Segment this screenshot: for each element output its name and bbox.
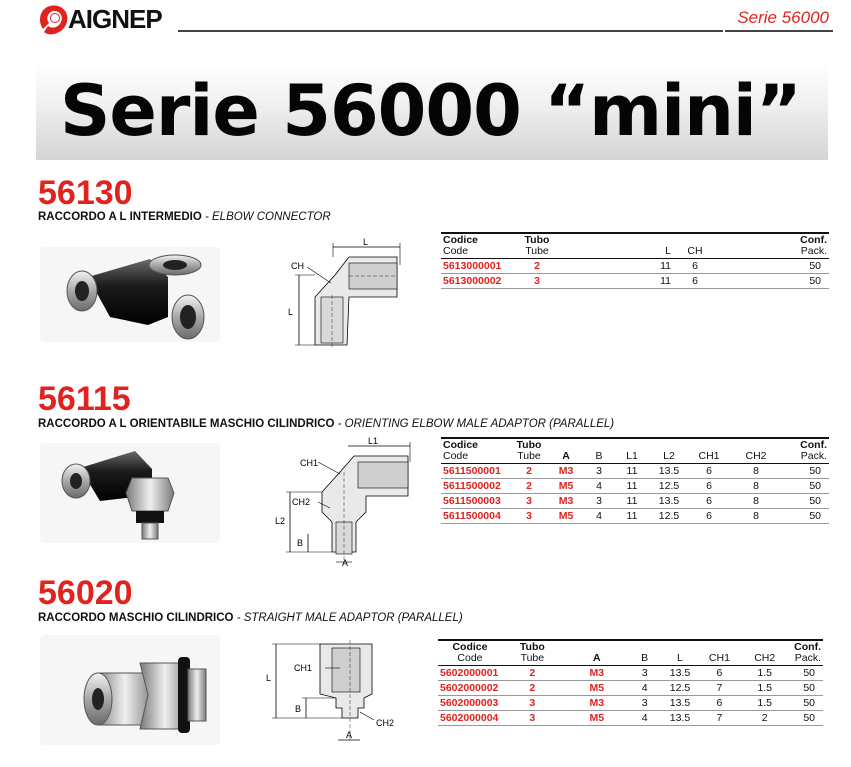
dim-label: CH1 (300, 458, 319, 468)
table-cell: 6 (689, 494, 729, 509)
dim-label: L2 (275, 516, 286, 526)
product-code-cell: 5611500002 (441, 479, 509, 494)
table-cell: M5 (563, 711, 631, 726)
table-cell: 8 (729, 494, 783, 509)
table-row (438, 681, 823, 696)
table-cell: 3 (583, 464, 615, 479)
dim-label: CH (291, 261, 304, 271)
description-english: - STRAIGHT MALE ADAPTOR (PARALLEL) (233, 612, 463, 624)
table-cell: 12.5 (649, 509, 689, 524)
dim-label: CH2 (292, 497, 311, 507)
table-cell: 50 (783, 464, 829, 479)
column-header: CH2 (737, 640, 792, 666)
logo-emblem-icon (34, 2, 72, 38)
table-cell: 1.5 (737, 666, 792, 681)
dim-label: A (346, 730, 353, 740)
table-cell: 4 (583, 509, 615, 524)
table-cell: 1.5 (737, 681, 792, 696)
product-code-cell: 5602000001 (438, 666, 502, 681)
table-cell: 12.5 (658, 681, 701, 696)
dim-label: L (266, 673, 272, 683)
column-header: Codice Code (438, 640, 502, 666)
table-cell: 13.5 (649, 464, 689, 479)
section-description (38, 612, 463, 624)
column-header: Tubo Tube (509, 438, 549, 464)
dim-label: A (342, 558, 349, 567)
orienting-elbow-photo (40, 443, 220, 543)
orienting-elbow-drawing (270, 432, 420, 567)
table-cell: 3 (583, 494, 615, 509)
header-rule (178, 30, 723, 32)
table-row: 5613000002 3 11 6 50 (441, 274, 829, 289)
table-cell: 6 (702, 666, 738, 681)
table-row (438, 666, 823, 681)
column-header: B (631, 640, 658, 666)
table-row (441, 509, 829, 524)
table-cell: M5 (549, 479, 583, 494)
table-cell: 13.5 (658, 666, 701, 681)
table-cell: 50 (792, 696, 823, 711)
table-cell: 2 (509, 464, 549, 479)
dim-label: B (295, 704, 302, 714)
description-english: - ORIENTING ELBOW MALE ADAPTOR (PARALLEL) (334, 418, 615, 430)
table-cell: 50 (783, 479, 829, 494)
table-cell: 1.5 (737, 696, 792, 711)
column-header: B (583, 438, 615, 464)
column-header: L2 (649, 438, 689, 464)
table-cell: 13.5 (658, 696, 701, 711)
table-row: 5613000001 2 11 6 50 (441, 259, 829, 274)
table-cell: 8 (729, 464, 783, 479)
column-header: Tubo Tube (515, 233, 559, 259)
table-cell: 11 (615, 509, 649, 524)
table-cell: 4 (631, 711, 658, 726)
brand-name: AIGNEP (68, 4, 162, 34)
table-cell: 50 (792, 681, 823, 696)
section-number: 56115 (38, 380, 131, 418)
table-cell: 7 (702, 681, 738, 696)
table-header-row (438, 640, 823, 666)
table-cell: 3 (502, 711, 563, 726)
dim-label: L1 (368, 436, 379, 446)
table-cell: 11 (615, 464, 649, 479)
description-italian: RACCORDO MASCHIO CILINDRICO (38, 612, 234, 624)
table-cell: 3 (631, 666, 658, 681)
column-header: Codice Code (441, 438, 509, 464)
table-cell: 8 (729, 479, 783, 494)
column-header: Conf. Pack. (783, 438, 829, 464)
table-cell: 11 (615, 479, 649, 494)
section-number: 56020 (38, 574, 133, 612)
column-header: L (658, 640, 701, 666)
table-row (441, 479, 829, 494)
product-code-cell: 5602000002 (438, 681, 502, 696)
table-cell: 4 (631, 681, 658, 696)
column-header: L1 (615, 438, 649, 464)
table-cell: 6 (689, 509, 729, 524)
table-row (441, 494, 829, 509)
table-cell: 3 (509, 509, 549, 524)
series-tag: Serie 56000 (737, 8, 829, 27)
spec-table-56130 (441, 232, 829, 289)
table-cell: 2 (737, 711, 792, 726)
table-cell: 6 (689, 479, 729, 494)
straight-male-adaptor-photo (40, 635, 220, 745)
dim-label: L (363, 237, 369, 247)
table-cell: 13.5 (649, 494, 689, 509)
elbow-connector-drawing (285, 235, 410, 350)
table-cell: 8 (729, 509, 783, 524)
table-cell: M5 (563, 681, 631, 696)
table-cell: 3 (502, 696, 563, 711)
product-code-cell: 5602000003 (438, 696, 502, 711)
elbow-connector-photo (40, 247, 220, 342)
product-code-cell: 5611500004 (441, 509, 509, 524)
column-header: L (559, 233, 673, 259)
table-header-row (441, 438, 829, 464)
description-italian: RACCORDO A L ORIENTABILE MASCHIO CILINDRICO (38, 418, 335, 430)
table-cell: 2 (502, 681, 563, 696)
table-cell: M5 (549, 509, 583, 524)
table-cell: 4 (583, 479, 615, 494)
table-row (438, 711, 823, 726)
section-description (38, 211, 331, 223)
column-header: CH (673, 233, 717, 259)
table-cell: 2 (502, 666, 563, 681)
table-cell: 50 (792, 666, 823, 681)
page-title: Serie 56000 “mini” (60, 70, 801, 152)
column-header: Codice Code (441, 233, 515, 259)
column-header: A (563, 640, 631, 666)
table-cell: 6 (702, 696, 738, 711)
table-cell: 3 (631, 696, 658, 711)
table-cell: 13.5 (658, 711, 701, 726)
product-code-cell: 5602000004 (438, 711, 502, 726)
table-cell: 50 (792, 711, 823, 726)
table-cell: 3 (509, 494, 549, 509)
dim-label: B (297, 538, 304, 548)
table-cell: 2 (509, 479, 549, 494)
description-english: - ELBOW CONNECTOR (201, 211, 331, 223)
dim-label: L (288, 307, 294, 317)
description-italian: RACCORDO A L INTERMEDIO (38, 211, 202, 223)
table-cell: M3 (549, 464, 583, 479)
aignep-logo (28, 2, 178, 36)
column-header: Conf. Pack. (794, 641, 821, 664)
table-row (441, 464, 829, 479)
column-header: A (549, 438, 583, 464)
table-cell: 11 (615, 494, 649, 509)
dim-label: CH1 (294, 663, 313, 673)
table-row (438, 696, 823, 711)
spec-table-56115 (441, 437, 829, 524)
product-code-cell: 5611500003 (441, 494, 509, 509)
column-header: CH1 (689, 438, 729, 464)
table-cell: M3 (549, 494, 583, 509)
column-header: Conf. Pack. (717, 233, 829, 259)
table-cell: 6 (689, 464, 729, 479)
spec-table-56020 (438, 639, 823, 726)
series-tag-rule (725, 30, 833, 32)
table-cell: 12.5 (649, 479, 689, 494)
column-header: Tubo Tube (502, 640, 563, 666)
table-cell: M3 (563, 696, 631, 711)
table-cell: 7 (702, 711, 738, 726)
straight-male-adaptor-drawing (260, 636, 420, 751)
column-header: CH2 (729, 438, 783, 464)
section-description (38, 418, 614, 430)
table-cell: M3 (563, 666, 631, 681)
table-cell: 50 (783, 509, 829, 524)
section-number: 56130 (38, 174, 133, 212)
table-header-row (441, 233, 829, 259)
table-cell: 50 (783, 494, 829, 509)
column-header: CH1 (702, 640, 738, 666)
dim-label: CH2 (376, 718, 395, 728)
product-code-cell: 5611500001 (441, 464, 509, 479)
